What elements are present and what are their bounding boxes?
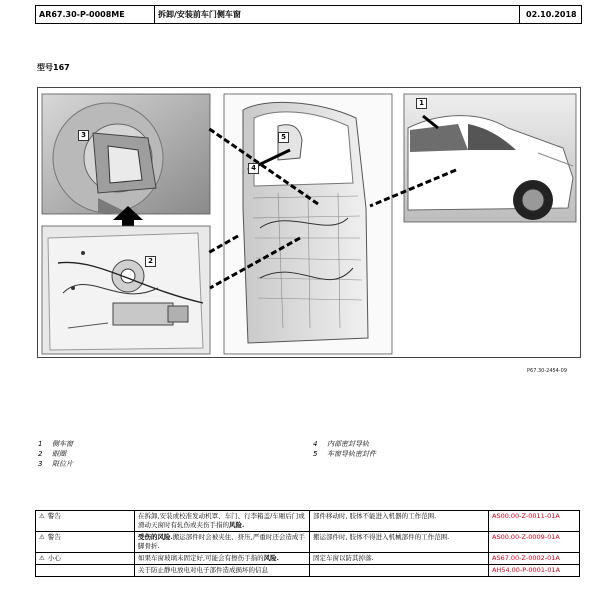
car-panel xyxy=(404,94,576,222)
legend-right xyxy=(313,439,376,459)
doc-date: 02.10.2018 xyxy=(526,10,577,19)
warning-row: 关于防止静电放电对电子部件造成损坏的信息 AH54.00-P-0001-01A xyxy=(36,565,580,577)
callout-2: 2 xyxy=(145,256,156,267)
warnings-table xyxy=(35,510,580,577)
warning-triangle-icon: ⚠ xyxy=(39,533,45,541)
illustration xyxy=(37,87,581,358)
warning-row: ⚠ 警告 受伤的风险.搬运部件时会被夹住、挤压,严重时还会造成手脚骨折. 搬运部件时, 肢体不得进入机械部件的工作范围. AS00.00-Z-0009-01A xyxy=(36,532,580,553)
legend-item: 1 侧车窗 xyxy=(38,440,73,448)
caution-triangle-icon: ⚠ xyxy=(39,554,45,562)
document-header xyxy=(35,5,582,24)
warning-row: ⚠ 警告 在拆卸,安装或校准发动机罩、车门、行李箱盖/车厢后门或滑动天窗时有轧伤或夹伤手指的风险. 部件移动时, 肢体不能进入机器的工作范围. AS00.00-Z-0011-01A xyxy=(36,511,580,532)
warning-ref-link[interactable]: AS67.00-Z-0002-01A xyxy=(489,553,580,565)
callout-1: 1 xyxy=(416,98,427,109)
detail-clip-panel xyxy=(42,94,210,214)
warning-ref-link[interactable]: AH54.00-P-0001-01A xyxy=(489,565,580,577)
warning-triangle-icon: ⚠ xyxy=(39,512,45,520)
figure-reference: P67.30-2454-09 xyxy=(527,368,568,374)
legend-item: 5 车窗导轨密封件 xyxy=(313,450,376,458)
doc-title: 拆卸/安装前车门侧车窗 xyxy=(155,6,520,23)
doc-id: AR67.30-P-0008ME xyxy=(36,6,155,23)
legend-item: 3 限位片 xyxy=(38,460,73,468)
model-label: 型号167 xyxy=(37,63,70,72)
illustration-drawing xyxy=(38,88,580,357)
door-panel xyxy=(224,94,392,354)
callout-5: 5 xyxy=(278,132,289,143)
legend-item: 4 内部密封导轨 xyxy=(313,440,369,448)
warning-ref-link[interactable]: AS00.00-Z-0011-01A xyxy=(489,511,580,532)
warning-ref-link[interactable]: AS00.00-Z-0009-01A xyxy=(489,532,580,553)
legend-item: 2 眼圈 xyxy=(38,450,66,458)
callout-3: 3 xyxy=(78,130,89,141)
callout-4: 4 xyxy=(248,163,259,174)
warning-row: ⚠ 小心 如果车窗玻璃未固定好,可能会有擦伤手指的风险. 固定车窗以防其掉落. AS67.00-Z-0002-01A xyxy=(36,553,580,565)
detail-motor-panel xyxy=(42,226,210,354)
legend-left xyxy=(38,439,73,469)
